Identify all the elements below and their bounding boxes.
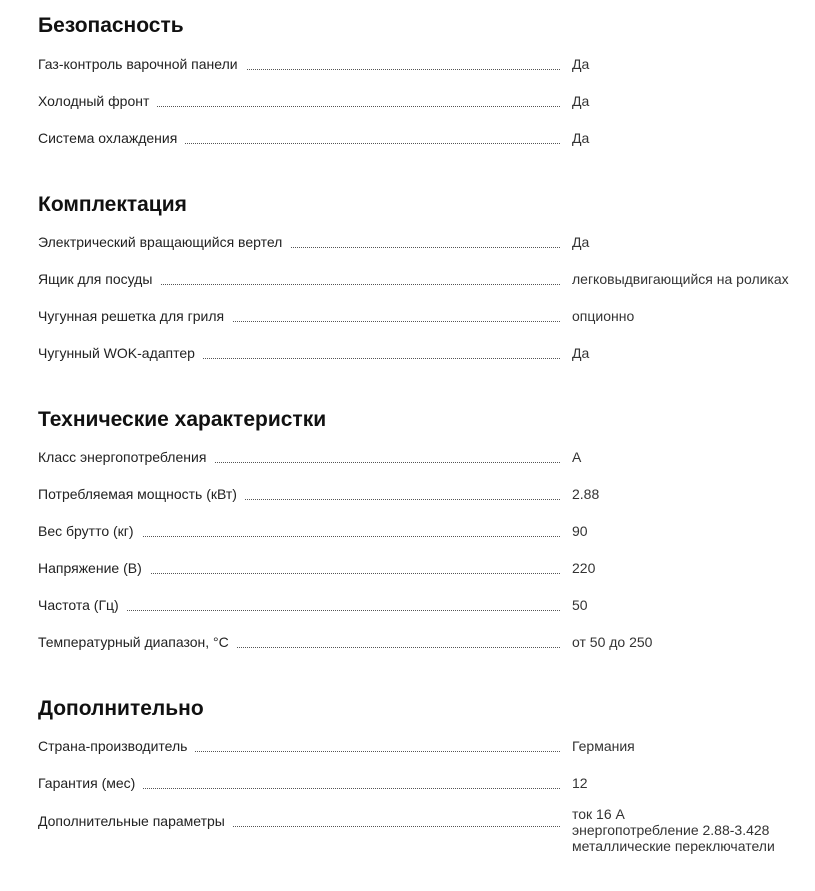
spec-value: Да [572, 130, 590, 146]
spec-row [38, 485, 815, 505]
spec-row [38, 522, 815, 542]
section-title-technical: Технические характеристки [38, 408, 327, 431]
spec-value: Да [572, 56, 590, 72]
spec-label: Система охлаждения [38, 129, 185, 147]
spec-value-line: ток 16 А [572, 806, 625, 822]
spec-value: от 50 до 250 [572, 634, 653, 650]
spec-label: Вес брутто (кг) [38, 522, 142, 540]
spec-value: 50 [572, 597, 588, 613]
spec-label: Газ-контроль варочной панели [38, 55, 246, 73]
spec-value: Да [572, 234, 590, 250]
spec-row [38, 633, 815, 653]
spec-row [38, 307, 815, 327]
spec-row [38, 233, 815, 253]
spec-value: легковыдвигающийся на роликах [572, 271, 789, 287]
spec-value: опционно [572, 308, 635, 324]
spec-row [38, 92, 815, 112]
spec-value-multiline [572, 806, 775, 854]
spec-row [38, 737, 815, 757]
spec-row [38, 270, 815, 290]
spec-value: 12 [572, 775, 588, 791]
spec-label: Потребляемая мощность (кВт) [38, 485, 245, 503]
spec-row [38, 774, 815, 794]
spec-value: 2.88 [572, 486, 600, 502]
spec-value: Германия [572, 738, 635, 754]
spec-row [38, 344, 815, 364]
spec-label: Температурный диапазон, °С [38, 633, 237, 651]
spec-value: Да [572, 345, 590, 361]
spec-value-line: металлические переключатели [572, 838, 775, 854]
spec-label: Гарантия (мес) [38, 774, 143, 792]
spec-value: Да [572, 93, 590, 109]
spec-label: Чугунный WOK-адаптер [38, 344, 203, 362]
spec-value-line: энергопотребление 2.88-3.428 [572, 822, 770, 838]
section-title-equipment: Комплектация [38, 193, 187, 216]
spec-value: 90 [572, 523, 588, 539]
spec-label: Холодный фронт [38, 92, 157, 110]
spec-row [38, 559, 815, 579]
spec-label: Напряжение (В) [38, 559, 150, 577]
spec-label: Дополнительные параметры [38, 812, 233, 830]
spec-row [38, 129, 815, 149]
spec-row [38, 806, 815, 862]
spec-value: А [572, 449, 582, 465]
spec-row [38, 596, 815, 616]
spec-label: Чугунная решетка для гриля [38, 307, 232, 325]
spec-label: Частота (Гц) [38, 596, 127, 614]
spec-label: Электрический вращающийся вертел [38, 233, 290, 251]
section-title-safety: Безопасность [38, 14, 184, 37]
spec-value: 220 [572, 560, 596, 576]
spec-label: Ящик для посуды [38, 270, 160, 288]
spec-label: Класс энергопотребления [38, 448, 214, 466]
spec-label: Страна-производитель [38, 737, 195, 755]
spec-row [38, 55, 815, 75]
spec-row [38, 448, 815, 468]
section-title-additional: Дополнительно [38, 697, 204, 720]
